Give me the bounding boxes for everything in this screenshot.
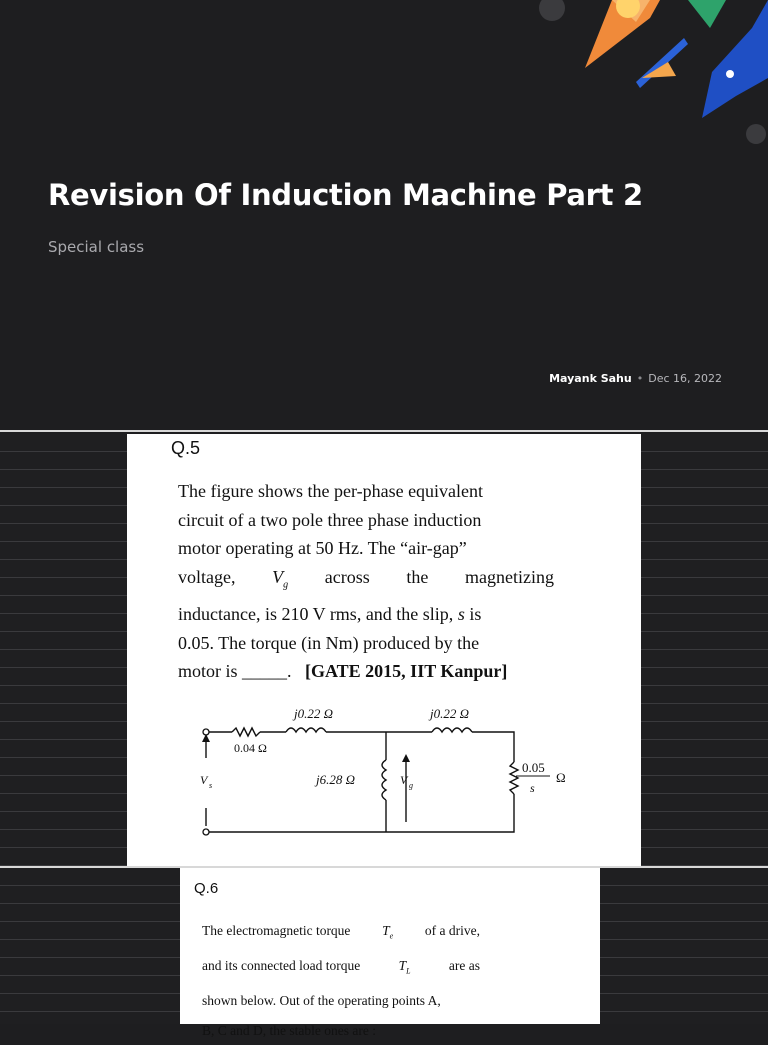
byline	[549, 372, 722, 385]
question-number: Q.5	[171, 438, 201, 458]
ruled-margin-left	[0, 434, 127, 866]
answer-blank: _____.	[242, 661, 292, 682]
wire-return	[206, 794, 514, 832]
q6-line-3: shown below. Out of the operating points A,	[202, 993, 441, 1009]
label-stator-reactance: j0.22 Ω	[294, 706, 334, 721]
label-rotor-denominator: s	[530, 781, 535, 795]
q6-line-1: The electromagnetic torque $T_e$ of a drive,	[202, 923, 480, 941]
question-text	[178, 477, 554, 686]
question-source: [GATE 2015, IIT Kanpur]	[305, 661, 508, 682]
terminal-bottom	[203, 829, 209, 835]
page-subtitle: Special class	[48, 238, 145, 256]
label-rotor-reactance: j0.22 Ω	[430, 706, 470, 721]
label-vg: V	[400, 773, 408, 787]
page-title: Revision Of Induction Machine Part 2	[48, 178, 643, 212]
magnetizing-inductor	[382, 760, 386, 800]
q5-line-6: 0.05. The torque (in Nm) produced by the	[178, 632, 480, 653]
decorative-artwork	[0, 0, 768, 432]
q5-line-1: The figure shows the per-phase equivalent	[178, 481, 484, 501]
label-vs: V	[200, 773, 208, 787]
author-name: Mayank Sahu	[549, 372, 632, 385]
label-stator-resistance: 0.04 Ω	[234, 741, 267, 755]
question-text	[202, 916, 480, 1045]
q5-line-5: inductance, is 210 V rms, and the slip, s is	[178, 603, 482, 624]
stator-inductor	[286, 728, 326, 732]
deco-circle-top	[539, 0, 565, 21]
stator-resistor	[232, 728, 260, 736]
q6-line-4: B, C and D, the stable ones are :	[202, 1022, 376, 1038]
q5-word-the: the	[406, 566, 429, 587]
label-rotor-numerator: 0.05	[522, 760, 545, 775]
ruled-margin-left	[0, 868, 180, 1024]
deco-circle-right	[746, 124, 766, 144]
ruled-margin-right	[641, 434, 768, 866]
cover-slide	[0, 0, 768, 432]
deco-white-dot	[726, 70, 734, 78]
vs-arrowhead	[202, 734, 210, 742]
q5-word-magnetizing: magnetizing	[464, 566, 554, 587]
q5-var-vg: $V_g$	[272, 566, 289, 591]
question-number: Q.6	[194, 880, 219, 897]
label-rotor-unit: Ω	[556, 770, 566, 785]
q5-line-2: circuit of a two pole three phase induction	[178, 509, 482, 530]
deco-green-shape	[688, 0, 726, 28]
rotor-inductor	[432, 728, 472, 732]
q5-word-voltage: voltage,	[178, 566, 236, 587]
ruled-margin-right	[600, 868, 768, 1024]
wire-rotor-to-load	[472, 732, 514, 762]
label-vs-sub: s	[209, 781, 213, 790]
rotor-load-resistor	[510, 762, 518, 794]
q6-line-2: and its connected load torque $T_L$ are as	[202, 958, 480, 976]
byline-separator: •	[636, 372, 644, 385]
label-magnetizing-reactance: j6.28 Ω	[316, 772, 356, 787]
q5-word-across: across	[324, 566, 370, 587]
deco-blue-stick	[636, 38, 688, 88]
vg-arrowhead	[402, 754, 410, 762]
publish-date: Dec 16, 2022	[648, 372, 722, 385]
q5-line-7: motor is _____. [GATE 2015, IIT Kanpur]	[178, 661, 508, 682]
equivalent-circuit-diagram	[190, 698, 590, 838]
q5-line-4	[178, 563, 554, 600]
label-vg-sub: g	[409, 781, 413, 790]
q5-line-3: motor operating at 50 Hz. The “air-gap”	[178, 538, 467, 559]
